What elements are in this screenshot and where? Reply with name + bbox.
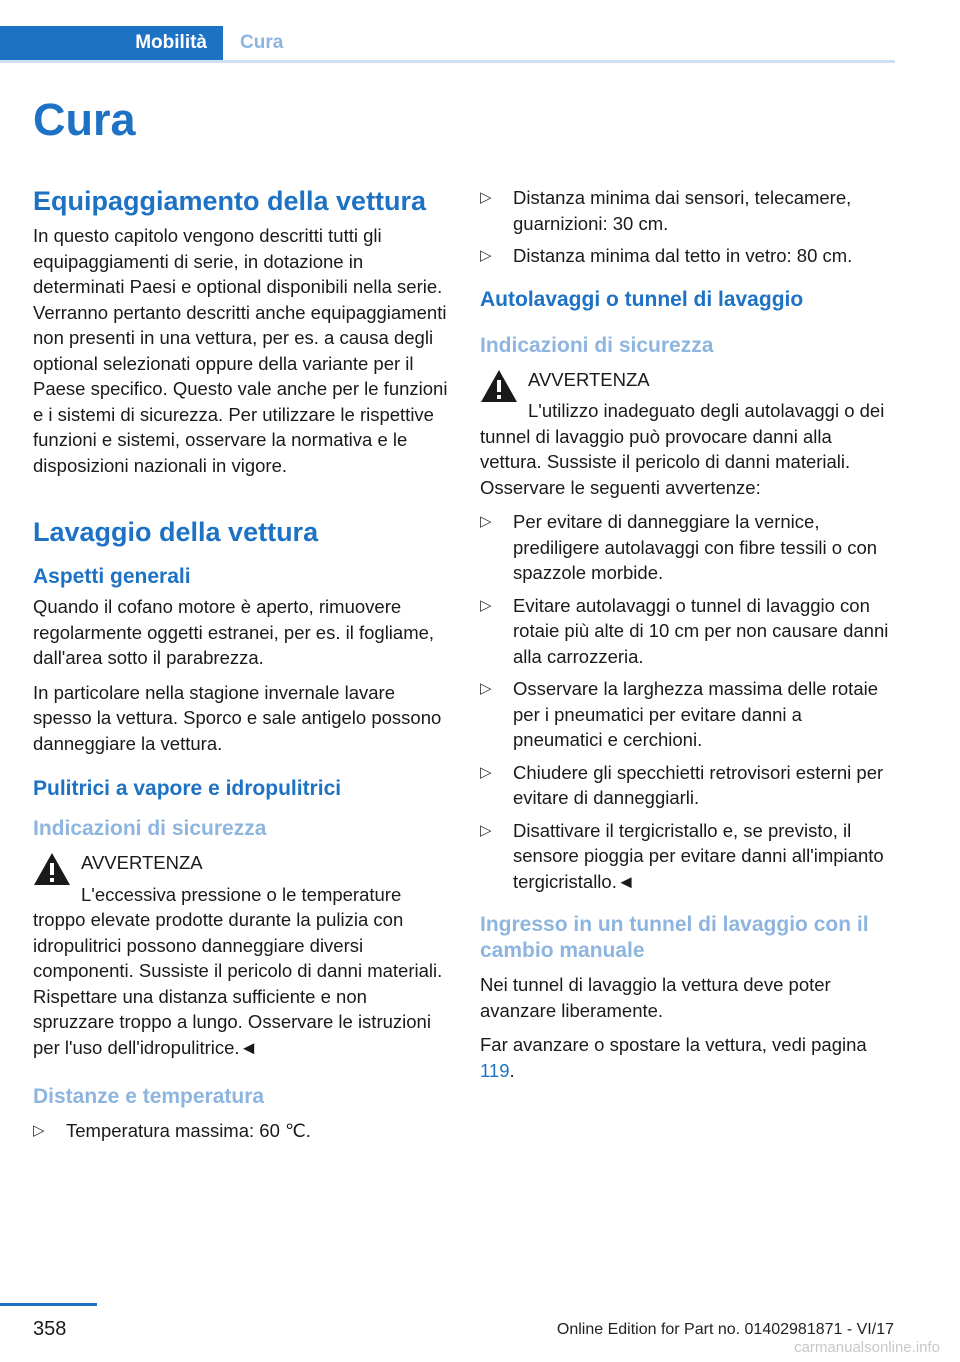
triangle-bullet-icon: ▷ xyxy=(33,1122,45,1139)
list-item xyxy=(480,243,896,269)
triangle-bullet-icon: ▷ xyxy=(480,513,492,530)
paragraph-aspetti-2: In particolare nella stagione invernale lavare spesso la vettura. Sporco e sale antigelo possono danneggiare la vettura. xyxy=(33,681,442,754)
tab-cura[interactable] xyxy=(240,26,283,60)
list-item xyxy=(480,509,896,586)
paragraph-equipaggiamento: In questo capitolo vengono descritti tutti gli equipaggiamenti di serie, in dotazione in determinati Paesi e optional disponibili nella serie. Verranno pertanto descritti anche equipaggiamenti non presenti in una vettura, per es. a causa degli optional selezionati oppure della variante per il Paese specifico. Questo vale anche per le funzioni e i sistemi di sicurezza. Per utilizzare le rispettive funzioni e sistemi, osservare la normativa e le disposizioni nazionali in vigore. xyxy=(33,225,448,476)
paragraph-ingresso-2-end: . xyxy=(509,1059,515,1081)
list-item-text: Chiudere gli specchietti retrovisori esterni per evitare di danneggiarli. xyxy=(513,761,884,808)
list-item xyxy=(480,818,896,895)
triangle-bullet-icon: ▷ xyxy=(480,247,492,264)
list-item-text: Osservare la larghezza massima delle rotaie per i pneumatici per evitare danni a pneumatici e cerchioni. xyxy=(513,678,879,750)
warning-triangle-icon xyxy=(480,369,518,403)
warning-block-right xyxy=(480,367,896,501)
list-item-text: Disattivare il tergicristallo e, se previsto, il sensore pioggia per evitare danni all'impianto tergicristallo.◄ xyxy=(513,819,884,892)
heading-distanze: Distanze e temperatura xyxy=(33,1085,265,1108)
list-autolavaggi xyxy=(480,509,896,894)
paragraph-ingresso-2 xyxy=(480,1032,896,1083)
heading-pulitrici: Pulitrici a vapore e idropulitrici xyxy=(33,777,342,800)
edition-text: Online Edition for Part no. 01402981871 - VI/17 xyxy=(556,1321,894,1338)
heading-equipaggiamento: Equipaggiamento della vettura xyxy=(33,186,427,216)
heading-autolavaggi: Autolavaggi o tunnel di lavaggio xyxy=(480,287,804,311)
list-distanze-right xyxy=(480,185,896,269)
list-item xyxy=(480,760,896,811)
heading-sicurezza-left: Indicazioni di sicurezza xyxy=(33,817,267,840)
header-tabs xyxy=(0,26,895,63)
warning-block-left xyxy=(33,850,448,1060)
triangle-bullet-icon: ▷ xyxy=(480,763,492,781)
heading-lavaggio: Lavaggio della vettura xyxy=(33,517,319,547)
page-number: 358 xyxy=(33,1318,67,1340)
warning-label-left: AVVERTENZA xyxy=(81,852,203,873)
warning-label-right: AVVERTENZA xyxy=(528,368,650,390)
paragraph-ingresso-1: Nei tunnel di lavaggio la vettura deve poter avanzare liberamente. xyxy=(480,974,831,1021)
tab-mobilita[interactable] xyxy=(0,26,223,60)
triangle-bullet-icon: ▷ xyxy=(480,189,492,206)
warning-triangle-icon xyxy=(33,852,71,886)
heading-ingresso: Ingresso in un tunnel di lavaggio con il cambio manuale xyxy=(480,913,869,962)
list-item xyxy=(33,1118,448,1144)
tab-mobilita-label: Mobilità xyxy=(135,32,207,53)
list-item xyxy=(480,676,896,753)
paragraph-aspetti-1: Quando il cofano motore è aperto, rimuovere regolarmente oggetti estranei, per es. il fogliame, dall'area sotto il parabrezza. xyxy=(33,596,435,668)
heading-aspetti-generali: Aspetti generali xyxy=(33,565,191,588)
list-item xyxy=(480,593,896,670)
triangle-bullet-icon: ▷ xyxy=(480,596,492,614)
paragraph-ingresso-2-text: Far avanzare o spostare la vettura, vedi pagina xyxy=(480,1034,867,1055)
left-column xyxy=(33,185,448,1153)
list-item-text: Temperatura massima: 60 ℃. xyxy=(66,1120,311,1141)
heading-sicurezza-right: Indicazioni di sicurezza xyxy=(480,333,714,357)
warning-text-left: L'eccessiva pressione o le temperature troppo elevate prodotte durante la pulizia con idropulitrici possono danneggiare diversi componenti. Sussiste il pericolo di danni materiali. Rispettare una distanza sufficiente e non spruzzare troppo a lungo. Osservare le istruzioni per l'uso dell'idropulitrice.◄ xyxy=(33,883,443,1058)
footer-bar xyxy=(0,1303,97,1306)
list-item-text: Distanza minima dal tetto in vetro: 80 cm. xyxy=(513,245,853,266)
list-item xyxy=(480,185,896,236)
tab-cura-label: Cura xyxy=(240,32,284,53)
triangle-bullet-icon: ▷ xyxy=(480,680,492,697)
list-item-text: Evitare autolavaggi o tunnel di lavaggio con rotaie più alte di 10 cm per non causare danni alla carrozzeria. xyxy=(513,594,889,667)
watermark: carmanualsonline.info xyxy=(794,1339,940,1356)
list-item-text: Per evitare di danneggiare la vernice, prediligere autolavaggi con fibre tessili o con spazzole morbide. xyxy=(513,511,878,583)
right-column xyxy=(480,185,896,1092)
triangle-bullet-icon: ▷ xyxy=(480,821,492,839)
warning-text-right: L'utilizzo inadeguato degli autolavaggi o dei tunnel di lavaggio può provocare danni alla vettura. Sussiste il pericolo di danni materiali. Osservare le seguenti avvertenze: xyxy=(480,400,885,498)
page-link-119[interactable]: 119 xyxy=(480,1059,510,1081)
list-distanze-left xyxy=(33,1118,448,1144)
page-title: Cura xyxy=(33,94,136,145)
list-item-text: Distanza minima dai sensori, telecamere, guarnizioni: 30 cm. xyxy=(513,187,852,234)
